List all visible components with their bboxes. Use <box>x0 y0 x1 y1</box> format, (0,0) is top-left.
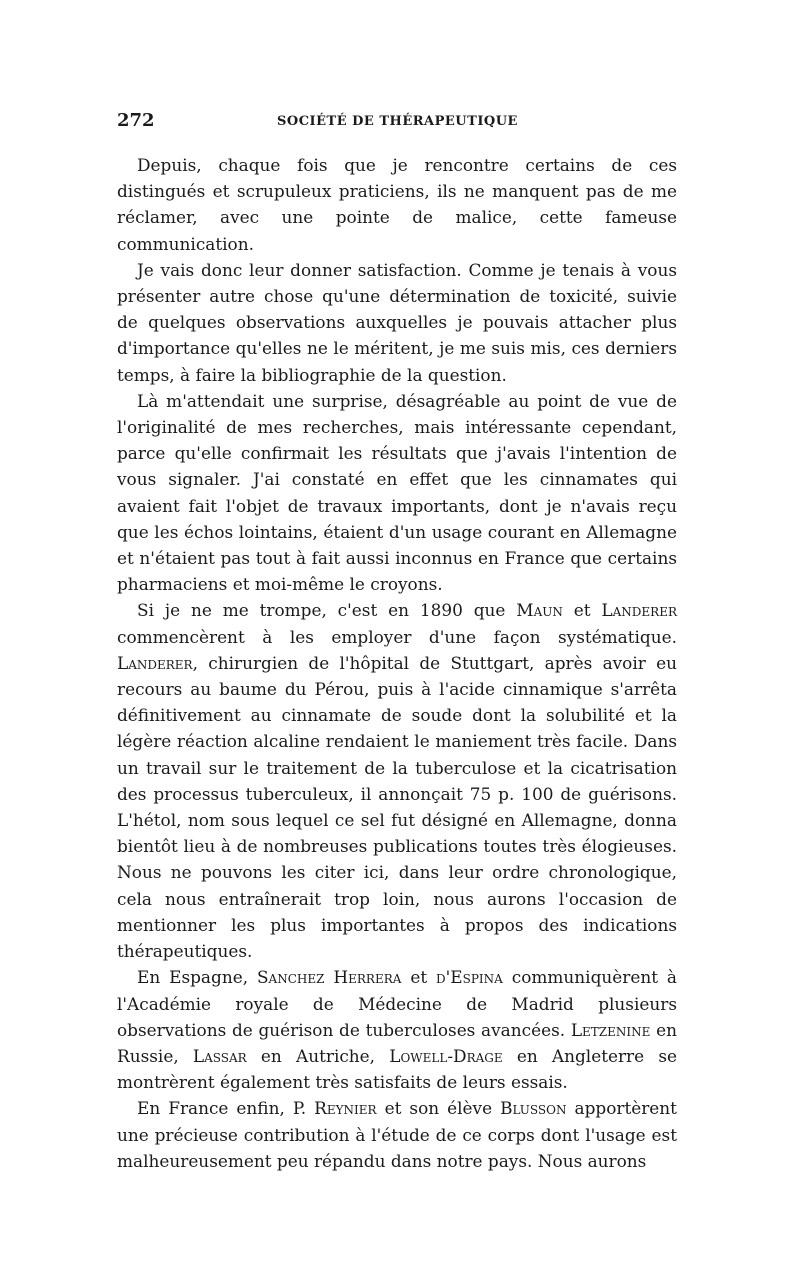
author-name: Blusson <box>500 1098 567 1119</box>
text-run: apportèrent une précieuse contribution à l'étude de ce corps dont l'usage est malheureusement peu répandu dans notre pays. Nous aurons <box>117 1098 677 1171</box>
page-header <box>117 110 677 144</box>
text-run: En Espagne, <box>137 967 257 988</box>
author-name: Maun <box>516 600 563 621</box>
paragraph-3 <box>117 388 677 598</box>
running-title: SOCIÉTÉ DE THÉRAPEUTIQUE <box>277 114 518 129</box>
text-run: en Autriche, <box>246 1045 390 1066</box>
author-name: Lowell-Drage <box>389 1045 503 1066</box>
text-run: en Russie, <box>117 1019 677 1066</box>
book-page <box>117 110 677 1171</box>
page-number: 272 <box>117 110 155 131</box>
text-run: , chirurgien de l'hôpital de Stuttgart, après avoir eu recours au baume du Pérou, puis à l'acide cinnamique s'arrêta définitivement au cinnamate de soude dont la solubilité et la légère réaction alcaline rendaient le maniement très facile. Dans un travail sur le traitement de la tuberculose et la cicatrisation des processus tuberculeux, il annonçait 75 p. 100 de guérisons. L'hétol, nom sous lequel ce sel fut désigné en Allemagne, donna bientôt lieu à de nombreuses publications toutes très élogieuses. Nous ne pouvons les citer ici, dans leur ordre chronologique, cela nous entraînerait trop loin, nous aurons l'occasion de mentionner les plus importantes à propos des indications thérapeutiques. <box>117 652 677 962</box>
paragraph-text: Je vais donc leur donner satisfaction. Comme je tenais à vous présenter autre chose qu'une détermination de toxicité, suivie de quelques observations auxquelles je pouvais attacher plus d'importance qu'elles ne le méritent, je me suis mis, ces derniers temps, à faire la bibliographie de la question. <box>117 259 677 385</box>
text-run: et son élève <box>376 1098 501 1119</box>
text-run: commencèrent à les employer d'une façon systématique. <box>117 626 677 647</box>
author-name: Letzenine <box>570 1019 651 1040</box>
paragraph-4 <box>117 597 677 964</box>
text-run: en Angleterre se montrèrent également très satisfaits de leurs essais. <box>117 1045 677 1093</box>
paragraph-2 <box>117 257 677 388</box>
text-run: et <box>401 967 437 988</box>
author-name: Lassar <box>192 1045 247 1066</box>
author-name: Landerer <box>117 652 193 673</box>
author-name: d'Espina <box>436 967 503 988</box>
text-run: Si je ne me trompe, c'est en 1890 que <box>137 600 517 621</box>
paragraph-1 <box>117 152 677 257</box>
author-name: Sanchez Herrera <box>256 967 402 988</box>
text-run: et <box>562 600 602 621</box>
author-name: Landerer <box>601 600 677 621</box>
paragraph-text: Là m'attendait une surprise, désagréable au point de vue de l'originalité de mes recherches, mais intéressante cependant, parce qu'elle confirmait les résultats que j'avais l'intention de vous signaler. J'ai constaté en effet que les cinnamates qui avaient fait l'objet de travaux importants, dont je n'avais reçu que les échos lointains, étaient d'un usage courant en Allemagne et n'étaient pas tout à fait aussi inconnus en France que certains pharmaciens et moi-même le croyons. <box>117 390 677 595</box>
body-text <box>117 152 677 1174</box>
paragraph-5 <box>117 964 677 1095</box>
author-name: Reynier <box>314 1098 377 1119</box>
text-run: communiquèrent à l'Académie royale de Médecine de Madrid plusieurs observations de guérison de tuberculoses avancées. <box>117 967 677 1040</box>
paragraph-6 <box>117 1095 677 1174</box>
paragraph-text: Depuis, chaque fois que je rencontre certains de ces distingués et scrupuleux praticiens, ils ne manquent pas de me réclamer, avec une pointe de malice, cette fameuse communication. <box>117 155 677 254</box>
text-run: En France enfin, P. <box>137 1098 315 1119</box>
